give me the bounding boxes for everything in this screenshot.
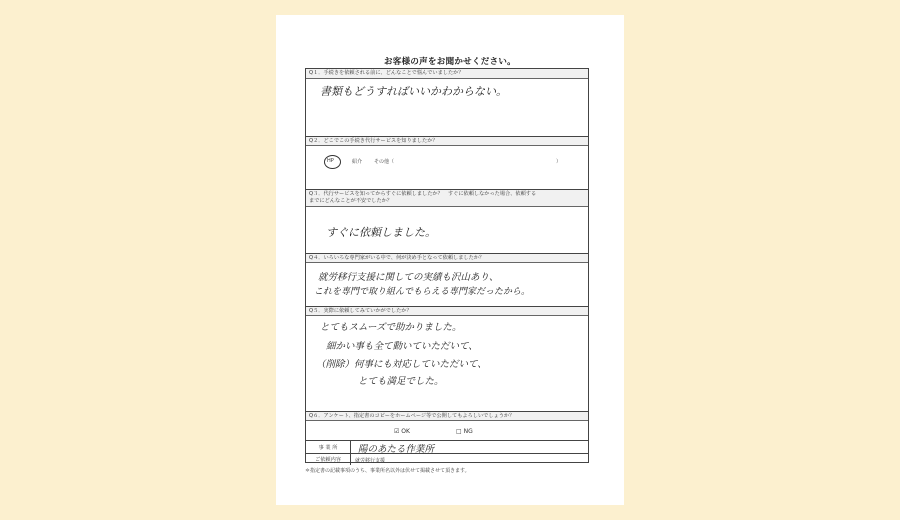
office-row: [306, 440, 588, 454]
office-label: 事 業 所: [306, 441, 351, 454]
q6-ng-option: □ NG: [456, 428, 473, 435]
q5-answer-line1: とてもスムーズで助かりました。: [320, 322, 462, 333]
request-value: 就労移行支援: [355, 458, 386, 464]
q3-question-line2: までにどんなことが不安でしたか？: [309, 197, 393, 204]
q2-option-close: ）: [556, 159, 562, 165]
q4-answer-line2: これを専門で取り組んでもらえる専門家だったから。: [314, 287, 531, 297]
q3-question: [306, 189, 588, 207]
q6-ok-option: ☑ OK: [394, 428, 410, 435]
q3-answer: すぐに依頼しました。: [326, 226, 436, 239]
q5-answer-line4: とても満足でした。: [358, 376, 444, 387]
q2-option-other: その他（: [374, 159, 395, 165]
q1-question: Q１．手続きを依頼される前に、どんなことで悩んでいましたか？: [306, 69, 588, 79]
q5-answer-line2: 細かい事も全て動いていただいて、: [326, 341, 478, 352]
survey-form: [305, 68, 589, 463]
q4-answer-line1: 就労移行支援に関しての実績も沢山あり、: [318, 272, 499, 283]
page-title: お客様の声をお聞かせください。: [383, 57, 516, 67]
q3-question-line1: Q３．代行サービスを知ってからすぐに依頼しましたか？ すぐに依頼しなかった場合、依頼する: [309, 191, 537, 197]
request-row: [306, 453, 588, 465]
q2-option-hp: HP: [327, 158, 334, 164]
q6-question: Q６．アンケート、指定書のコピーをホームページ等で公開してもよろしいでしょうか？: [306, 411, 588, 421]
q1-answer: 書類もどうすればいいかわからない。: [320, 85, 507, 98]
q2-question: Q２．どこでこの手続き代行サービスを知りましたか？: [306, 136, 588, 146]
q5-question: Q５．実際に依頼してみていかがでしたか？: [306, 306, 588, 316]
office-name: 陽のあたる作業所: [358, 444, 435, 455]
q5-answer-line3: （削除）何事にも対応していただいて、: [316, 359, 487, 370]
q4-question: Q４．いろいろな専門家がいる中で、何が決め手となって依頼しましたか？: [306, 253, 588, 263]
request-label: ご依頼内容: [306, 454, 351, 465]
footnote: ＊指定書の記載事項のうち、事業所名以外は伏せて掲載させて頂きます。: [305, 468, 470, 474]
survey-sheet: [276, 15, 624, 505]
q2-option-referral: 紹介: [352, 159, 363, 165]
